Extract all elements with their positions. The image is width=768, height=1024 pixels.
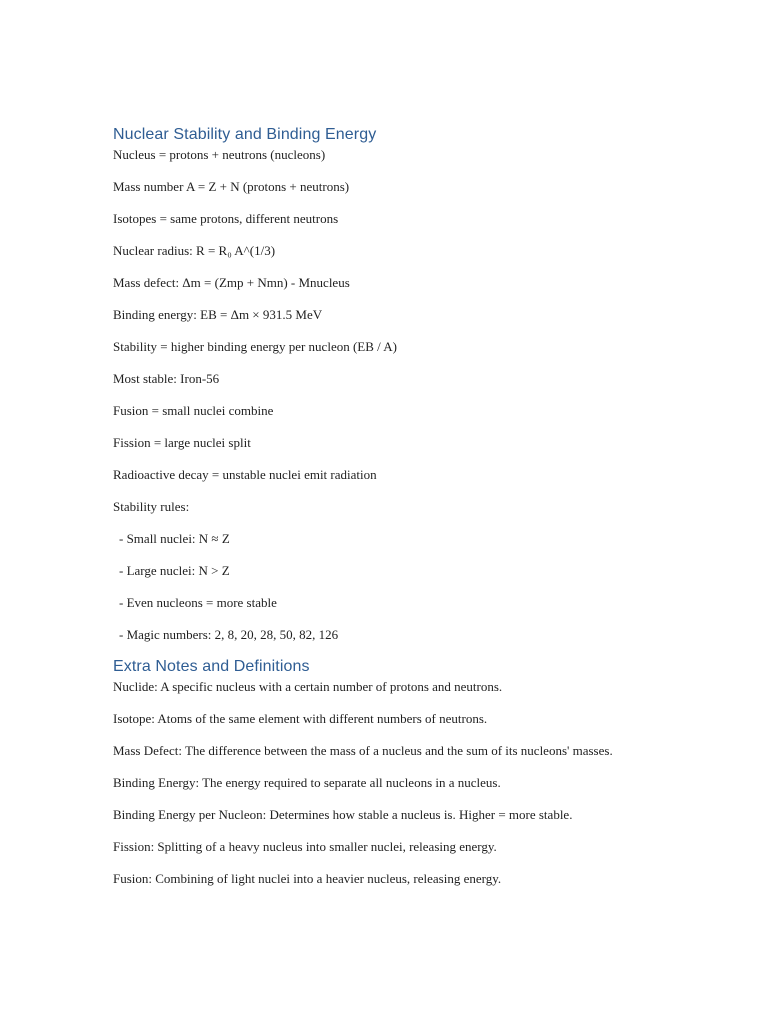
section-heading-extra-notes: Extra Notes and Definitions [113, 658, 310, 675]
stability-rules-label: Stability rules: [113, 499, 190, 514]
definition-line: Mass Defect: The difference between the mass of a nucleus and the sum of its nucleons' masses. [113, 743, 613, 758]
definition-line: Binding Energy per Nucleon: Determines how stable a nucleus is. Higher = more stable. [113, 807, 573, 822]
definition-line: Nuclide: A specific nucleus with a certain number of protons and neutrons. [113, 679, 503, 694]
stability-rule-item: - Large nuclei: N > Z [119, 563, 230, 578]
stability-rule-item: - Magic numbers: 2, 8, 20, 28, 50, 82, 126 [119, 627, 339, 642]
note-line: Mass defect: Δm = (Zmp + Nmn) - Mnucleus [113, 275, 350, 290]
note-line: Radioactive decay = unstable nuclei emit radiation [113, 467, 377, 482]
note-line: Isotopes = same protons, different neutrons [113, 211, 339, 226]
note-line: Nuclear radius: R = R₀ A^(1/3) [113, 243, 276, 258]
definition-line: Isotope: Atoms of the same element with different numbers of neutrons. [113, 711, 488, 726]
section-nuclear-stability [113, 146, 633, 644]
section-extra-notes [113, 678, 633, 888]
note-line: Most stable: Iron-56 [113, 371, 220, 386]
note-line: Fission = large nuclei split [113, 435, 251, 450]
note-line: Fusion = small nuclei combine [113, 403, 274, 418]
note-line: Nucleus = protons + neutrons (nucleons) [113, 147, 326, 162]
stability-rule-item: - Small nuclei: N ≈ Z [119, 531, 230, 546]
definition-line: Fusion: Combining of light nuclei into a heavier nucleus, releasing energy. [113, 871, 502, 886]
definition-line: Fission: Splitting of a heavy nucleus into smaller nuclei, releasing energy. [113, 839, 497, 854]
note-line: Binding energy: EB = Δm × 931.5 MeV [113, 307, 323, 322]
definition-line: Binding Energy: The energy required to separate all nucleons in a nucleus. [113, 775, 501, 790]
document-page [113, 124, 633, 902]
note-line: Mass number A = Z + N (protons + neutrons) [113, 179, 350, 194]
section-heading-nuclear-stability: Nuclear Stability and Binding Energy [113, 126, 377, 143]
note-line: Stability = higher binding energy per nucleon (EB / A) [113, 339, 398, 354]
stability-rule-item: - Even nucleons = more stable [119, 595, 277, 610]
